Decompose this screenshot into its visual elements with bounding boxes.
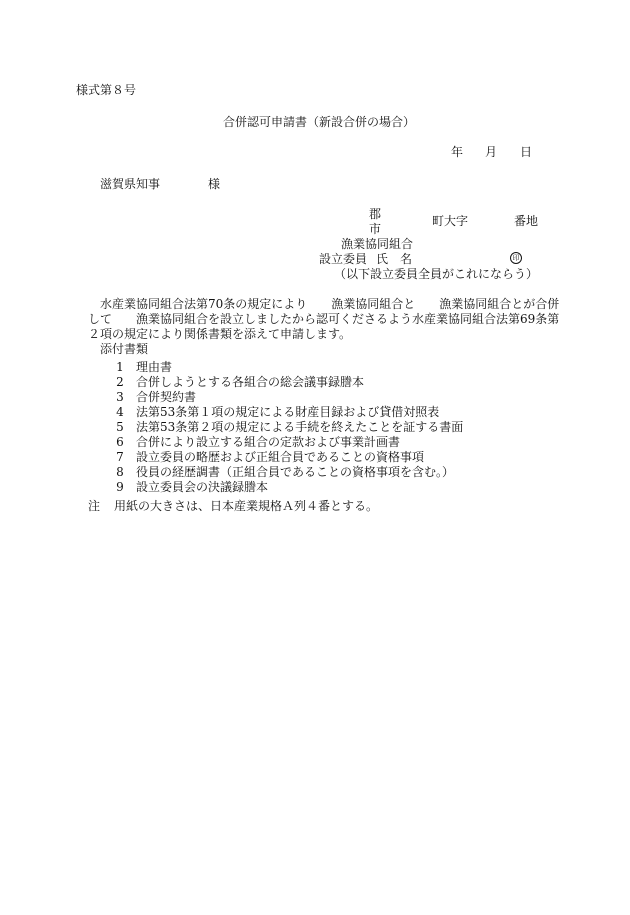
seal-mark-icon: 印: [510, 252, 522, 264]
note-label: 注: [88, 499, 101, 513]
attachment-number: 9: [116, 480, 124, 494]
date-day-label: 日: [520, 145, 533, 159]
attachments-heading: 添付書類: [100, 342, 149, 356]
attachment-number: 4: [116, 405, 124, 419]
attachment-item: 理由書: [136, 360, 173, 374]
attachment-number: 3: [116, 390, 124, 404]
attachment-item: 法第53条第２項の規定による手続を終えたことを証する書面: [136, 420, 464, 434]
attachment-number: 2: [116, 375, 124, 389]
union-name-label: 漁業協同組合: [341, 237, 414, 251]
body-text-line: ２項の規定により関係書類を添えて申請します。: [88, 327, 352, 341]
attachment-item: 合併しようとする各組合の総会議事録謄本: [136, 375, 365, 389]
attachment-item: 役員の経歴調書（正組合員であることの資格事項を含む。）: [136, 465, 455, 479]
body-text-line: 水産業協同組合法第70条の規定により 漁業協同組合と 漁業協同組合とが合併: [100, 297, 560, 311]
attachment-item: 合併により設立する組合の定款および事業計画書: [136, 435, 401, 449]
founding-member-label: 設立委員: [319, 252, 368, 266]
form-number: 様式第８号: [76, 83, 137, 97]
note-text: 用紙の大きさは、日本産業規格Ａ列４番とする。: [114, 499, 379, 513]
attachment-item: 合併契約書: [136, 390, 197, 404]
address-shi: 市: [369, 222, 382, 236]
address-gun: 郡: [369, 207, 382, 221]
address-banchi: 番地: [514, 214, 539, 228]
attachment-item: 設立委員の略歴および正組合員であることの資格事項: [136, 450, 425, 464]
attachment-number: 5: [116, 420, 124, 434]
attachment-number: 1: [116, 360, 124, 374]
date-month-label: 月: [485, 145, 498, 159]
addressee-name: 滋賀県知事: [100, 177, 161, 191]
attachment-number: 6: [116, 435, 124, 449]
members-note: （以下設立委員全員がこれにならう）: [334, 267, 539, 281]
name-label: 氏 名: [376, 252, 413, 266]
date-year-label: 年: [451, 145, 464, 159]
document-title: 合併認可申請書（新設合併の場合）: [222, 115, 415, 129]
attachment-number: 8: [116, 465, 124, 479]
attachment-item: 設立委員会の決議録謄本: [136, 480, 269, 494]
attachment-number: 7: [116, 450, 124, 464]
address-town: 町大字: [432, 214, 469, 228]
body-text-line: して 漁業協同組合を設立しましたから認可くださるよう水産業協同組合法第69条第: [88, 312, 560, 326]
attachment-item: 法第53条第１項の規定による財産目録および貸借対照表: [136, 405, 440, 419]
addressee-honorific: 様: [208, 177, 221, 191]
